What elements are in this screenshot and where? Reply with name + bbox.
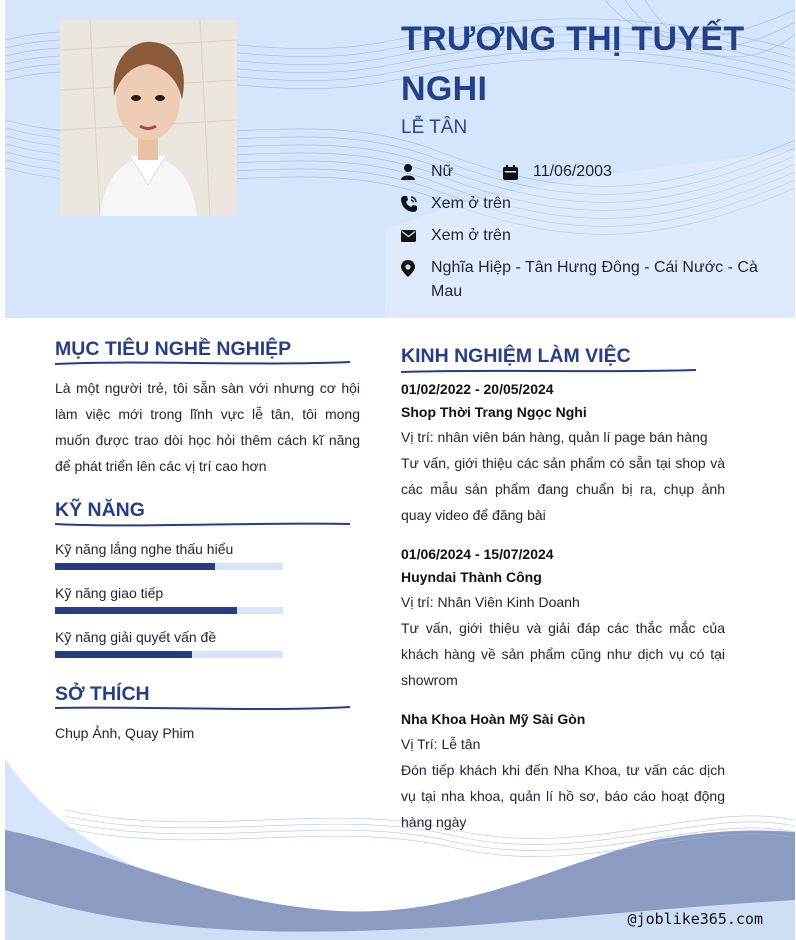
skill-bar-fill — [55, 651, 192, 658]
experience-description: Tư vấn, giới thiệu và giải đáp các thắc mắc của khách hàng về sản phẩm cũng như dịch vụ có tại showrom — [401, 620, 725, 688]
experience-position: Vị trí: nhân viên bán hàng, quản lí page bán hàng — [401, 429, 708, 445]
address-row — [401, 256, 761, 304]
objective-heading: MỤC TIÊU NGHỀ NGHIỆP — [55, 338, 292, 360]
profile-photo — [60, 20, 237, 216]
skill-label: Kỹ năng lắng nghe thấu hiểu — [55, 541, 234, 557]
hobbies-text: Chụp Ảnh, Quay Phim — [55, 725, 195, 741]
experience-position: Vị trí: Nhân Viên Kinh Doanh — [401, 594, 580, 610]
skills-heading: KỸ NĂNG — [55, 499, 145, 521]
experience-company: Huyndai Thành Công — [401, 569, 542, 585]
skill-bar-fill — [55, 607, 237, 614]
skill-bar — [55, 607, 283, 614]
experience-date: 01/02/2022 - 20/05/2024 — [401, 381, 554, 397]
experience-date: 01/06/2024 - 15/07/2024 — [401, 546, 554, 562]
skill-bar — [55, 563, 283, 570]
hobbies-underline — [55, 704, 350, 712]
experience-description: Đón tiếp khách khi đến Nha Khoa, tư vấn các dịch vụ tại nha khoa, quản lí hồ sơ, báo cáo hoạt động hàng ngày — [401, 762, 725, 830]
skill-label: Kỹ năng giao tiếp — [55, 585, 164, 601]
candidate-name: TRƯƠNG THỊ TUYẾT NGHI — [401, 20, 745, 108]
address-value: Nghĩa Hiệp - Tân Hưng Đông - Cái Nước - Cà Mau — [431, 259, 758, 300]
experience-heading: KINH NGHIỆM LÀM VIỆC — [401, 345, 631, 367]
header-banner — [5, 0, 795, 318]
experience-company: Shop Thời Trang Ngọc Nghi — [401, 404, 587, 420]
phone-icon — [401, 192, 431, 216]
experience-underline — [401, 367, 696, 375]
objective-underline — [55, 359, 350, 367]
phone-value: Xem ở trên — [431, 195, 511, 212]
skill-bar-fill — [55, 563, 215, 570]
envelope-icon — [401, 224, 431, 248]
email-row — [401, 224, 511, 248]
phone-row — [401, 192, 511, 216]
objective-text: Là một người trẻ, tôi sẵn sàn với nhưng cơ hội làm việc mới trong lĩnh vực lễ tân, tôi mong muốn được trao dòi học hỏi thêm cách kĩ năng để phát triển lên các vị trí cao hơn — [55, 380, 360, 474]
skill-label: Kỹ năng giải quyết vấn đề — [55, 629, 217, 645]
birthdate-row — [503, 160, 612, 184]
experience-description: Tư vấn, giới thiệu các sản phẩm có sẵn tại shop và các mẫu sản phẩm đang chuẩn bị ra, chụp ảnh quay video để đăng bài — [401, 455, 725, 523]
skill-bar — [55, 651, 283, 658]
email-value: Xem ở trên — [431, 227, 511, 244]
calendar-icon — [503, 160, 533, 184]
hobbies-heading: SỞ THÍCH — [55, 683, 150, 705]
gender-value: Nữ — [431, 163, 454, 180]
gender-row — [401, 160, 453, 184]
birthdate-value: 11/06/2003 — [533, 163, 612, 180]
experience-position: Vị Trí: Lễ tân — [401, 736, 481, 752]
person-icon — [401, 160, 431, 184]
site-watermark: @joblike365.com — [627, 910, 763, 928]
location-pin-icon — [401, 256, 431, 280]
job-title: LỄ TÂN — [401, 117, 468, 138]
skills-underline — [55, 520, 350, 528]
experience-company: Nha Khoa Hoàn Mỹ Sài Gòn — [401, 711, 586, 727]
